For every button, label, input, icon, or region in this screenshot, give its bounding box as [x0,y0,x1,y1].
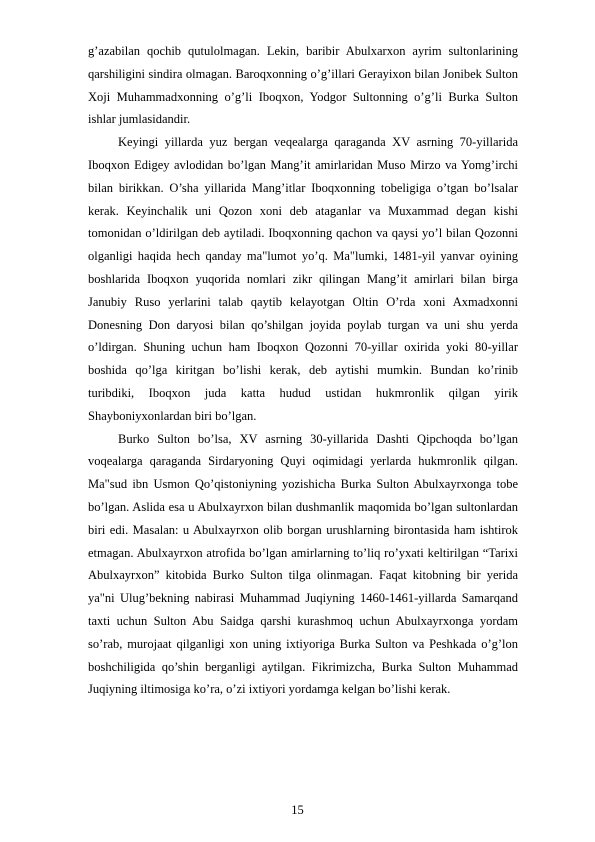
paragraph-3: Burko Sulton bo’lsa, XV asrning 30-yillarida Dashti Qipchoqda bo’lgan voqealarga qaraganda Sirdaryoning Quyi oqimidagi yerlarda hukmronlik qilgan. Ma"sud ibn Usmon Qo’qistoniyning yozishicha Burka Sulton Abulxayrxonga tobe bo’lgan. Aslida esa u Abulxayrxon bilan dushmanlik maqomida bo’lgan sultonlardan biri edi. Masalan: u Abulxayrxon olib borgan urushlarning birontasida ham ishtirok etmagan. Abulxayrxon atrofida bo’lgan amirlarning to’liq ro’yxati keltirilgan “Tarixi Abulxayrxon” kitobida Burko Sulton tilga olinmagan. Faqat kitobning bir yerida ya"ni Ulug’bekning nabirasi Muhammad Juqiyning 1460-1461-yillarda Samarqand taxti uchun Sulton Abu Saidga qarshi kurashmoq uchun Abulxayrxonga yordam so’rab, murojaat qilganligi xon uning ixtiyoriga Burka Sulton va Peshkada o’g’lon boshchiligida qo’shin berganligi aytilgan. Fikrimizcha, Burka Sulton Muhammad Juqiyning iltimosiga ko’ra, o’zi ixtiyori yordamga kelgan bo’lishi kerak. [88,431,518,697]
paragraph-2: Keyingi yillarda yuz bergan veqealarga qaraganda XV asrning 70-yillarida Iboqxon Edigey avlodidan bo’lgan Mang’it amirlaridan Muso Mirzo va Yomg’irchi bilan birikkan. O’sha yillarida Mang’itlar Iboqxonning tobeligiga o’tgan bo’lsalar kerak. Keyinchalik uni Qozon xoni deb ataganlar va Muxammad degan kishi tomonidan o’ldirilgan deb aytiladi. Iboqxonning qachon va qaysi yo’l bilan Qozonni olganligi haqida hech qanday ma"lumot yo’q. Ma"lumki, 1481-yil yanvar oyining boshlarida Iboqxon yuqorida nomlari zikr qilingan Mang’it amirlari bilan birga Janubiy Ruso yerlarini talab qaytib kelayotgan Oltin O’rda xoni Axmadxonni Donesning Don daryosi bilan qo’shilgan joyida poylab turgan va uni shu yerda o’ldirgan. Shuning uchun ham Iboqxon Qozonni 70-yillar oxirida yoki 80-yillar boshida qo’lga kiritgan bo’lishi kerak, deb aytishi mumkin. Bundan ko’rinib turibdiki, Iboqxon juda katta hudud ustidan hukmronlik qilgan yirik Shayboniyxonlardan biri bo’lgan. [88,135,518,423]
paragraph-1: g’azabilan qochib qutulolmagan. Lekin, baribir Abulxarxon ayrim sultonlarining qarshiligini sindira olmagan. Baroqxonning o’g’illari Gerayixon bilan Jonibek Sulton Xoji Muhammadxonning o’g’li Iboqxon, Yodgor Sultonning o’g’li Burka Sulton ishlar jumlasidandir. [88,44,518,127]
page-number: 15 [291,803,304,817]
document-body [88,40,518,701]
